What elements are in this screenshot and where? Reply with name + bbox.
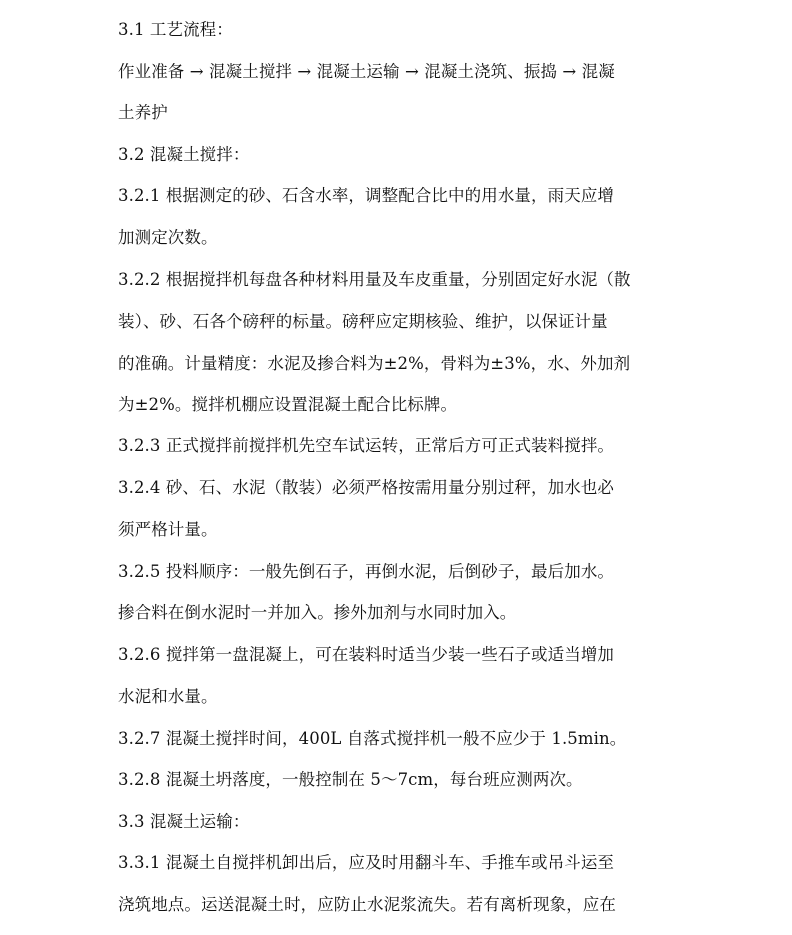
para-3-2-4-line-2: 须严格计量。 — [118, 520, 218, 539]
para-3-2-2-line-1: 3.2.2 根据搅拌机每盘各种材料用量及车皮重量，分别固定好水泥（散 — [118, 270, 631, 289]
para-3-2-4-line-1: 3.2.4 砂、石、水泥（散装）必须严格按需用量分别过秤，加水也必 — [118, 478, 615, 497]
para-3-2-1-line-1: 3.2.1 根据测定的砂、石含水率，调整配合比中的用水量，雨天应增 — [118, 186, 615, 205]
para-3-2-3: 3.2.3 正式搅拌前搅拌机先空车试运转，正常后方可正式装料搅拌。 — [118, 436, 615, 455]
heading-3-3: 3.3 混凝土运输： — [118, 812, 250, 831]
heading-3-2: 3.2 混凝土搅拌： — [118, 145, 250, 164]
para-3-2-2-line-3: 的准确。计量精度：水泥及掺合料为±2%，骨料为±3%，水、外加剂 — [118, 354, 631, 373]
para-3-2-7: 3.2.7 混凝土搅拌时间，400L 自落式搅拌机一般不应少于 1.5min。 — [118, 729, 627, 748]
para-3-3-1-line-2: 浇筑地点。运送混凝土时，应防止水泥浆流失。若有离析现象，应在 — [118, 895, 616, 914]
para-3-2-2-line-2: 装）、砂、石各个磅秤的标量。磅秤应定期核验、维护，以保证计量 — [118, 312, 608, 331]
heading-3-1: 3.1 工艺流程： — [118, 20, 233, 39]
para-3-2-1-line-2: 加测定次数。 — [118, 228, 218, 247]
para-3-2-6-line-1: 3.2.6 搅拌第一盘混凝上，可在装料时适当少装一些石子或适当增加 — [118, 645, 615, 664]
para-3-2-5-line-2: 掺合料在倒水泥时一并加入。掺外加剂与水同时加入。 — [118, 603, 517, 622]
para-3-2-8: 3.2.8 混凝土坍落度，一般控制在 5～7cm，每台班应测两次。 — [118, 770, 583, 789]
process-flow-line-2: 土养护 — [118, 103, 168, 122]
para-3-2-2-line-4: 为±2%。搅拌机棚应设置混凝土配合比标牌。 — [118, 395, 458, 414]
para-3-2-5-line-1: 3.2.5 投料顺序：一般先倒石子，再倒水泥，后倒砂子，最后加水。 — [118, 562, 615, 581]
process-flow-line-1: 作业准备 → 混凝土搅拌 → 混凝土运输 → 混凝土浇筑、振捣 → 混凝 — [118, 62, 615, 81]
para-3-3-1-line-1: 3.3.1 混凝土自搅拌机卸出后，应及时用翻斗车、手推车或吊斗运至 — [118, 853, 615, 872]
para-3-2-6-line-2: 水泥和水量。 — [118, 687, 218, 706]
